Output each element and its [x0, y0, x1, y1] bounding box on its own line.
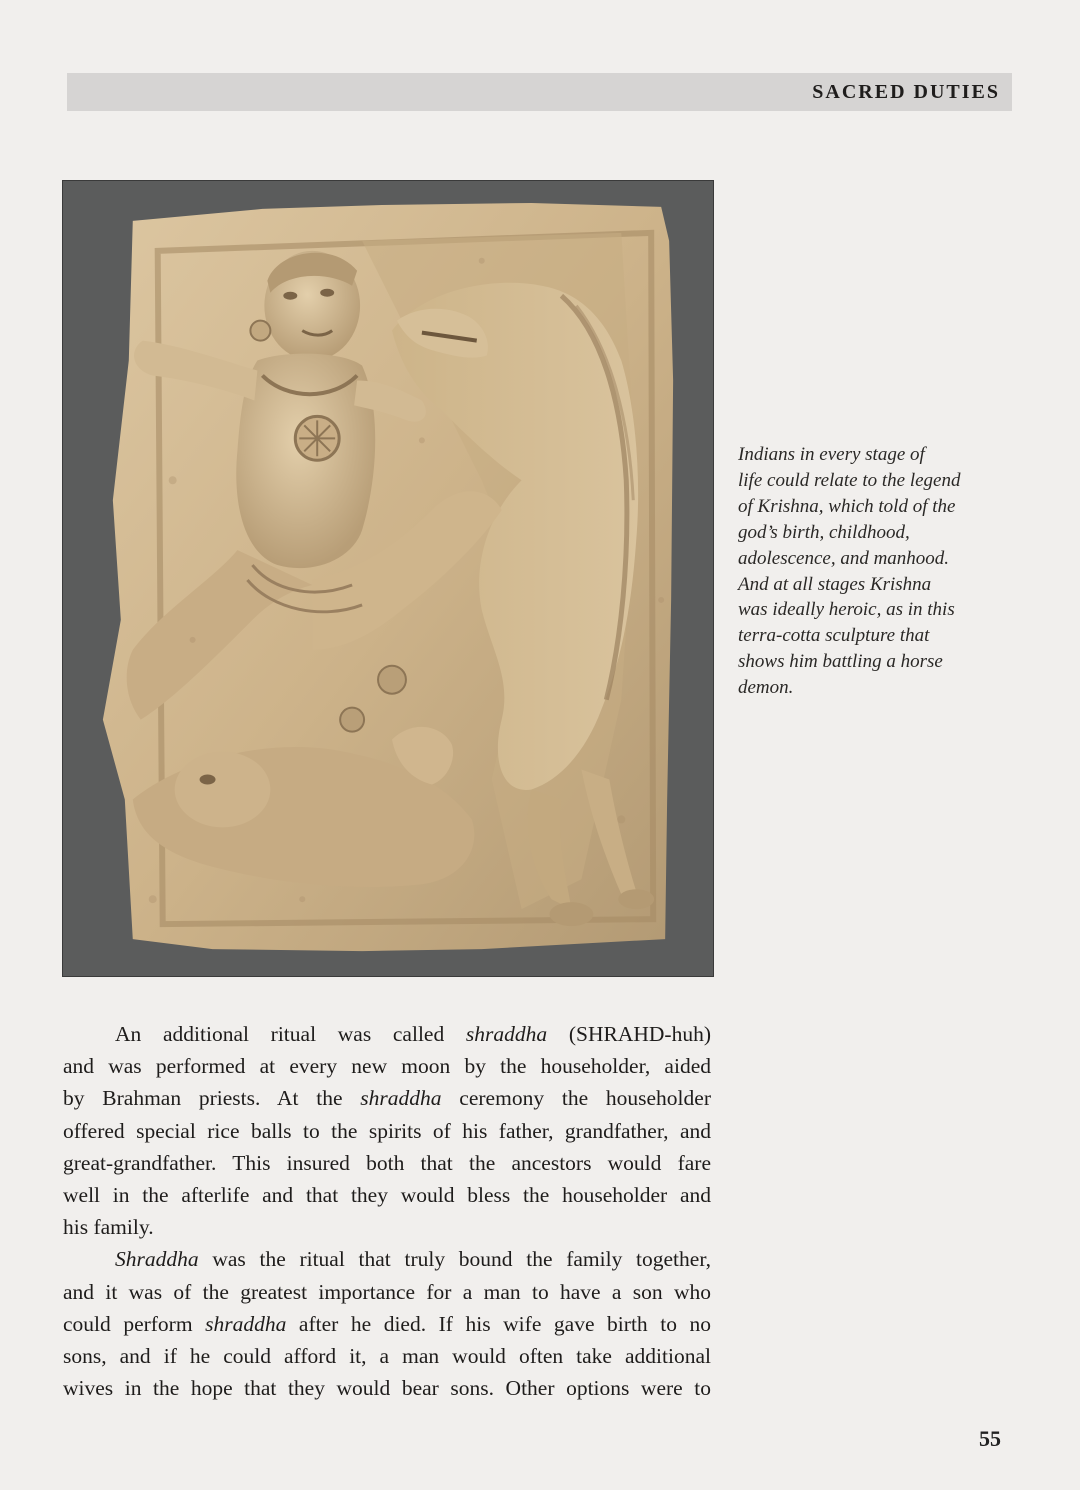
italic-term: shraddha: [205, 1311, 287, 1336]
figure-caption: [738, 442, 1010, 701]
caption-line: shows him battling a horse: [738, 651, 943, 673]
text-run: (SHRAHD-huh): [547, 1022, 711, 1046]
italic-term: shraddha: [465, 1022, 548, 1046]
paragraph-2: [63, 1243, 711, 1404]
caption-line: adolescence, and manhood.: [738, 547, 950, 569]
body-text: [63, 1018, 711, 1404]
body-line: his family.: [63, 1215, 154, 1240]
running-header: [67, 73, 1012, 111]
caption-line: Indians in every stage of: [738, 444, 925, 465]
text-run: ceremony the householder: [441, 1086, 711, 1111]
italic-term: shraddha: [360, 1086, 442, 1111]
body-line: wives in the hope that they would bear sons. Other options were to: [63, 1376, 711, 1401]
body-line: offered special rice balls to the spirits of his father, grandfather, and: [63, 1118, 711, 1143]
running-header-title: SACRED DUTIES: [812, 81, 1000, 103]
body-line: great-grandfather. This insured both that the ancestors would fare: [63, 1150, 711, 1175]
body-line: [63, 1082, 711, 1114]
body-line: [63, 1018, 711, 1050]
krishna-torso-shape: [236, 354, 375, 569]
body-line: [63, 1243, 711, 1275]
body-line: and was performed at every new moon by the householder, aided: [63, 1054, 711, 1079]
caption-line: And at all stages Krishna: [738, 573, 932, 595]
caption-line: demon.: [738, 677, 794, 699]
text-run: An additional ritual was called: [115, 1022, 466, 1046]
text-run: by Brahman priests. At the: [63, 1086, 361, 1111]
page-number: 55: [979, 1426, 1001, 1451]
caption-line: terra-cotta sculpture that: [738, 625, 930, 647]
caption-line: god’s birth, childhood,: [738, 521, 910, 543]
sculpture-photo: [62, 180, 714, 977]
text-run: after he died. If his wife gave birth to no: [286, 1311, 711, 1336]
body-line: well in the afterlife and that they would bless the householder and: [63, 1183, 711, 1208]
body-line: [63, 1308, 711, 1340]
text-run: could perform: [63, 1311, 206, 1336]
body-line: and it was of the greatest importance for a man to have a son who: [63, 1279, 711, 1304]
caption-line: of Krishna, which told of the: [738, 495, 956, 517]
caption-line: was ideally heroic, as in this: [738, 599, 955, 621]
text-run: was the ritual that truly bound the family together,: [198, 1247, 711, 1272]
body-line: sons, and if he could afford it, a man would often take additional: [63, 1344, 711, 1369]
paragraph-1: [63, 1018, 711, 1243]
italic-term: Shraddha: [115, 1247, 199, 1272]
terracotta-relief-sculpture-icon: [63, 181, 713, 976]
caption-line: life could relate to the legend: [738, 469, 961, 491]
